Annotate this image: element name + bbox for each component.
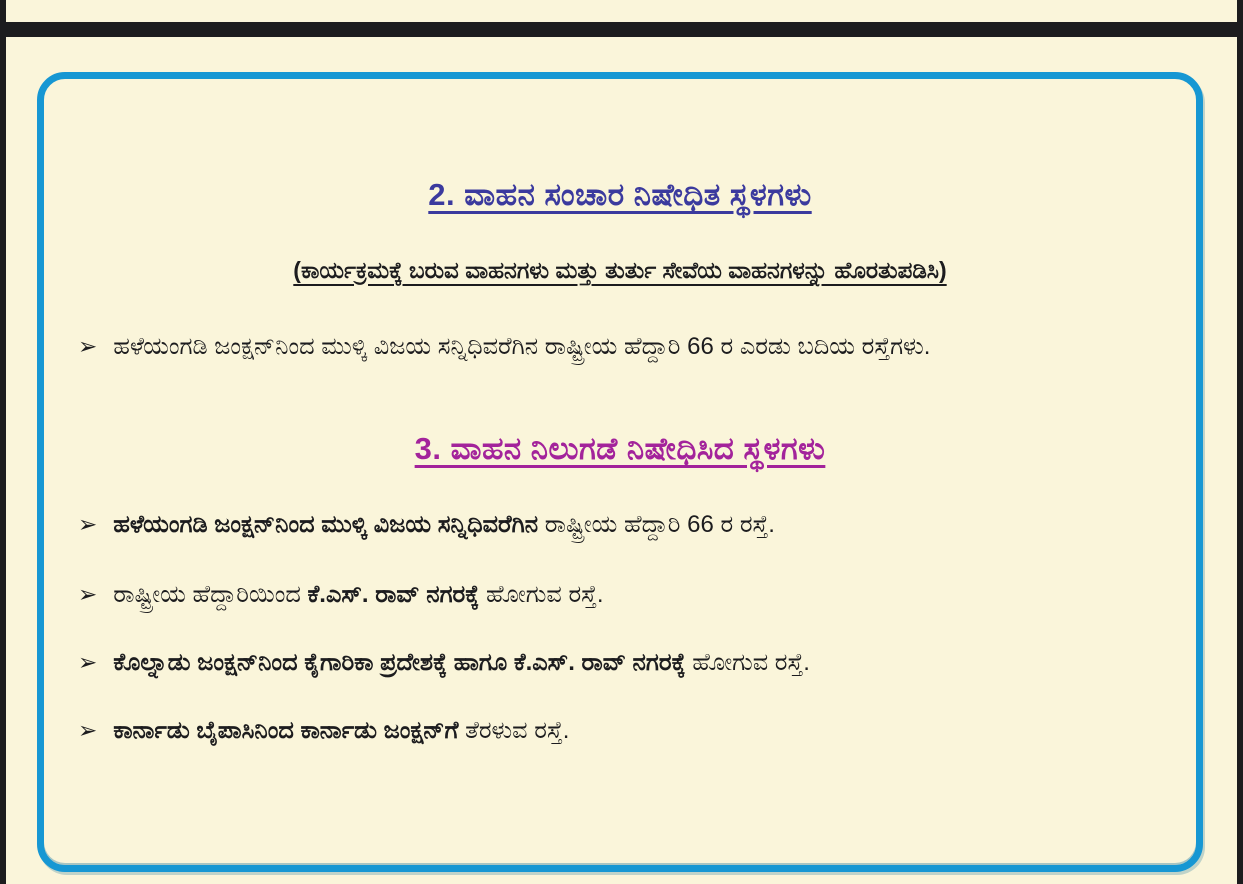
arrow-bullet-icon: ➢ [78,333,98,359]
section3-bullet-3 [78,647,1170,679]
arrow-bullet-icon: ➢ [78,581,98,607]
section3-bullet-4 [78,715,1170,747]
left-frame-bar [0,0,6,884]
section3-bullet-2 [78,579,1170,611]
section3-bullet-2-text: ರಾಷ್ಟ್ರೀಯ ಹೆದ್ದಾರಿಯಿಂದ ಕೆ.ಎಸ್. ರಾವ್ ನಗರಕ್ಕೆ ಹೋಗುವ ರಸ್ತೆ. [113,581,604,608]
section2-bullet-1 [78,331,1170,363]
arrow-bullet-icon: ➢ [78,511,98,537]
section3-bullet-3-text: ಕೊಲ್ನಾಡು ಜಂಕ್ಷನ್‌ನಿಂದ ಕೈಗಾರಿಕಾ ಪ್ರದೇಶಕ್ಕೆ ಹಾಗೂ ಕೆ.ಎಸ್. ರಾವ್ ನಗರಕ್ಕೆ ಹೋಗುವ ರಸ್ತೆ. [113,649,810,676]
section3-bullet-1 [78,509,1170,541]
section2-bullet-1-text: ಹಳೆಯಂಗಡಿ ಜಂಕ್ಷನ್‌ನಿಂದ ಮುಳ್ಕಿ ವಿಜಯ ಸನ್ನಿಧಿವರೆಗಿನ ರಾಷ್ಟ್ರೀಯ ಹೆದ್ದಾರಿ 66 ರ ಎರಡು ಬದಿಯ ರಸ್ತೆಗಳು. [113,333,931,360]
arrow-bullet-icon: ➢ [78,649,98,675]
right-frame-bar [1237,0,1243,884]
top-divider-bar [0,22,1243,37]
section3-bullet-4-text: ಕಾರ್ನಾಡು ಬೈಪಾಸಿನಿಂದ ಕಾರ್ನಾಡು ಜಂಕ್ಷನ್‌ಗೆ ತೆರಳುವ ರಸ್ತೆ. [113,717,570,744]
bordered-content-box [37,72,1203,872]
section2-heading: 2. ವಾಹನ ಸಂಚಾರ ನಿಷೇಧಿತ ಸ್ಥಳಗಳು [428,177,812,212]
section3-bullet-1-text: ಹಳೆಯಂಗಡಿ ಜಂಕ್ಷನ್‌ನಿಂದ ಮುಳ್ಕಿ ವಿಜಯ ಸನ್ನಿಧಿವರೆಗಿನ ರಾಷ್ಟ್ರೀಯ ಹೆದ್ದಾರಿ 66 ರ ರಸ್ತೆ. [113,511,775,538]
section3-heading: 3. ವಾಹನ ನಿಲುಗಡೆ ನಿಷೇಧಿಸಿದ ಸ್ಥಳಗಳು [414,431,826,466]
section2-subheading: (ಕಾರ್ಯಕ್ರಮಕ್ಕೆ ಬರುವ ವಾಹನಗಳು ಮತ್ತು ತುರ್ತು ಸೇವೆಯ ವಾಹನಗಳನ್ನು ಹೊರತುಪಡಿಸಿ) [293,257,947,283]
arrow-bullet-icon: ➢ [78,717,98,743]
